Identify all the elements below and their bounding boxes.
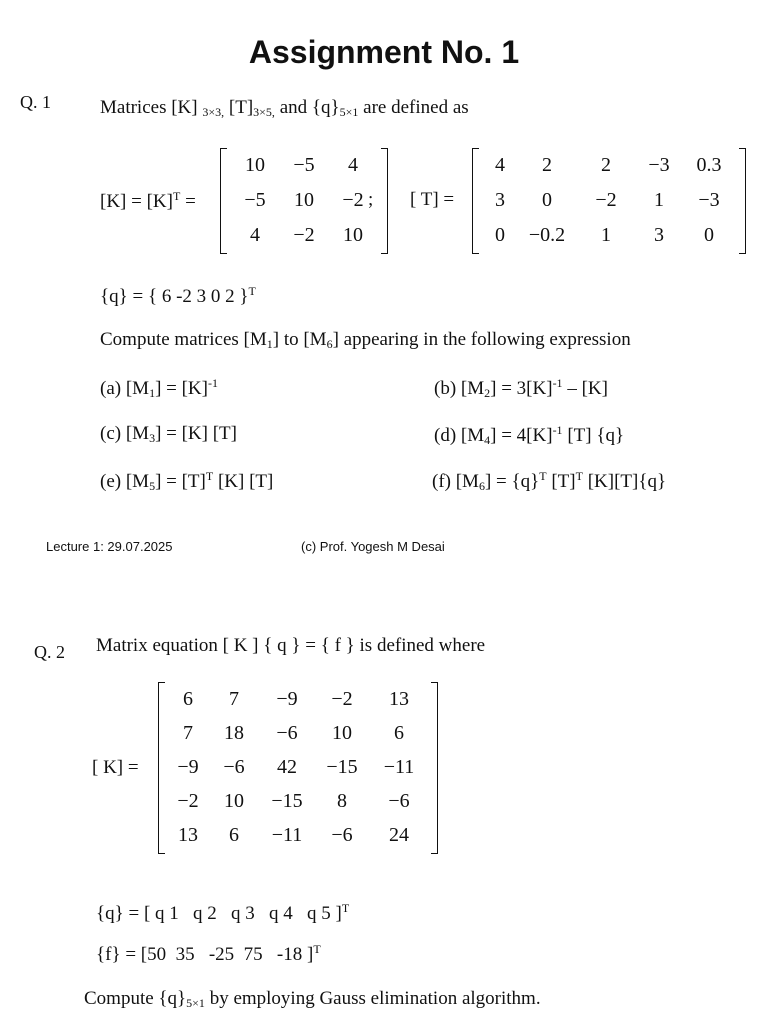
part-f-mid: ] = {q}	[484, 471, 540, 492]
part-b-post: – [K]	[567, 378, 608, 399]
q2-k-matrix-cell: 10	[224, 789, 244, 812]
q1-part-a	[100, 376, 218, 401]
part-f-sup1: T	[539, 469, 547, 483]
part-f-sup2: T	[575, 469, 583, 483]
k-matrix-grid	[227, 148, 381, 254]
q2-k-matrix-cell: 24	[389, 823, 409, 846]
k-matrix-cell: 10	[343, 224, 363, 246]
k-matrix-right-bracket	[381, 148, 388, 254]
k-matrix-cell: −2	[293, 224, 315, 246]
q2-k-matrix	[158, 682, 438, 854]
k-matrix-cell: 4	[250, 224, 260, 246]
q2-k-matrix-cell: −6	[331, 823, 353, 846]
part-b-pre: (b) [M	[434, 378, 485, 399]
part-c-post: ] = [K] [T]	[155, 423, 237, 444]
q1-compute-instruction	[100, 329, 631, 352]
q1-intro-and-q: and {q}	[279, 97, 340, 118]
q2-k-matrix-cell: −2	[177, 789, 199, 812]
q2-f-definition	[96, 942, 321, 966]
part-f-sub: 6	[478, 479, 485, 493]
part-e-mid: ] = [T]	[155, 471, 206, 492]
q2-q-def-text: {q} = [ q 1 q 2 q 3 q 4 q 5 ]	[96, 903, 342, 924]
q2-compute-post: by employing Gauss elimination algorithm.	[209, 988, 541, 1009]
part-b-mid: ] = 3[K]	[490, 378, 553, 399]
t-matrix-grid	[479, 148, 739, 254]
q1-compute-sub1: 1	[266, 337, 273, 351]
k-matrix-cell: 10	[245, 154, 265, 176]
part-a-sup: -1	[207, 376, 218, 390]
q1-compute-post: ] appearing in the following expression	[332, 329, 631, 350]
k-matrix	[220, 148, 388, 254]
q2-k-matrix-cell: 7	[183, 721, 193, 744]
k-matrix-cell: −5	[244, 189, 266, 211]
q2-k-matrix-cell: 10	[332, 721, 352, 744]
t-matrix-cell: 2	[542, 154, 552, 176]
q1-part-c	[100, 423, 237, 446]
part-d-post: [T] {q}	[567, 425, 625, 446]
t-matrix-left-bracket	[472, 148, 479, 254]
copyright-credit: (c) Prof. Yogesh M Desai	[301, 539, 445, 554]
part-a-pre: (a) [M	[100, 378, 150, 399]
q2-k-matrix-cell: 6	[229, 823, 239, 846]
q2-k-matrix-cell: 13	[389, 687, 409, 710]
q1-k-dim: 3×3,	[202, 105, 225, 119]
q2-q-definition	[96, 901, 349, 925]
t-matrix-cell: −0.2	[528, 224, 566, 246]
part-d-sup: -1	[552, 423, 563, 437]
q1-q-def-sup: T	[248, 284, 256, 298]
q2-k-matrix-cell: 7	[229, 687, 239, 710]
part-e-sub: 5	[149, 479, 156, 493]
t-matrix-cell: 0.3	[696, 154, 722, 176]
q1-q-definition	[100, 284, 256, 308]
q2-k-matrix-cell: 6	[394, 721, 404, 744]
q2-k-matrix-cell: 6	[183, 687, 193, 710]
q2-intro: Matrix equation [ K ] { q } = { f } is defined where	[96, 635, 486, 656]
q2-compute-sub: 5×1	[186, 996, 205, 1010]
q2-k-matrix-cell: −9	[276, 687, 298, 710]
q2-k-matrix-cell: −15	[326, 755, 358, 778]
q1-compute-pre: Compute matrices [M	[100, 329, 267, 350]
t-matrix-cell: 3	[495, 189, 505, 211]
part-f-mid2: [T]	[551, 471, 576, 492]
part-f-post: [K][T]{q}	[587, 471, 667, 492]
q2-k-matrix-right-bracket	[431, 682, 438, 854]
k-label-text: [K] = [K]	[100, 191, 173, 212]
q1-part-d	[434, 423, 624, 448]
q1-intro	[100, 97, 469, 120]
q2-k-matrix-cell: 13	[178, 823, 198, 846]
part-a-mid: ] = [K]	[155, 378, 208, 399]
part-d-pre: (d) [M	[434, 425, 485, 446]
k-label-eq: =	[185, 191, 196, 212]
q1-part-e	[100, 469, 273, 494]
t-matrix-cell: 3	[654, 224, 664, 246]
t-matrix-right-bracket	[739, 148, 746, 254]
q1-part-f	[432, 469, 666, 494]
k-matrix-cell: −2	[342, 189, 364, 211]
t-matrix-cell: 0	[542, 189, 552, 211]
q1-q-def-text: {q} = { 6 -2 3 0 2 }	[100, 286, 249, 307]
k-matrix-cell: 4	[348, 154, 358, 176]
q2-f-def-sup: T	[313, 942, 321, 956]
q2-k-matrix-cell: 42	[277, 755, 297, 778]
t-matrix-cell: 1	[601, 224, 611, 246]
k-matrix-label	[100, 189, 196, 213]
q1-compute-mid: ] to [M	[272, 329, 327, 350]
q2-k-matrix-cell: −6	[388, 789, 410, 812]
t-matrix-cell: 0	[495, 224, 505, 246]
t-matrix-cell: −2	[595, 189, 617, 211]
t-matrix-cell: 1	[654, 189, 664, 211]
q2-q-def-sup: T	[341, 901, 350, 915]
part-e-post: [K] [T]	[217, 471, 274, 492]
part-d-mid: ] = 4[K]	[490, 425, 553, 446]
t-matrix-cell: −3	[698, 189, 720, 211]
q2-k-matrix-cell: −6	[223, 755, 245, 778]
page-title: Assignment No. 1	[248, 34, 520, 70]
part-f-pre: (f) [M	[432, 471, 479, 492]
k-matrix-left-bracket	[220, 148, 227, 254]
t-matrix-cell: 2	[601, 154, 611, 176]
q2-k-matrix-cell: −9	[177, 755, 199, 778]
question-2-label: Q. 2	[34, 642, 65, 662]
q2-k-matrix-cell: −11	[383, 755, 415, 778]
q2-k-matrix-cell: −2	[331, 687, 353, 710]
q2-k-matrix-cell: 8	[337, 789, 347, 812]
k-matrix-cell: 10	[294, 189, 314, 211]
matrix-separator: ;	[368, 189, 374, 210]
t-matrix-label: [ T] =	[410, 189, 455, 210]
t-matrix-cell: 0	[704, 224, 714, 246]
part-a-sub: 1	[149, 386, 156, 400]
part-c-pre: (c) [M	[100, 423, 150, 444]
part-b-sub: 2	[484, 386, 491, 400]
part-d-sub: 4	[484, 433, 491, 447]
q2-f-def-text: {f} = [50 35 -25 75 -18 ]	[96, 944, 314, 965]
q1-compute-sub2: 6	[326, 337, 333, 351]
t-matrix-cell: 4	[495, 154, 505, 176]
q2-k-matrix-label: [ K] =	[92, 757, 139, 778]
q2-k-matrix-grid	[165, 682, 431, 854]
part-b-sup: -1	[552, 376, 563, 390]
q2-compute-pre: Compute {q}	[84, 988, 187, 1009]
q1-q-dim: 5×1	[339, 105, 359, 119]
q2-k-matrix-cell: 18	[224, 721, 244, 744]
q2-k-matrix-left-bracket	[158, 682, 165, 854]
part-c-sub: 3	[149, 431, 156, 445]
question-1-label: Q. 1	[20, 92, 51, 112]
q1-part-b	[434, 376, 608, 401]
part-e-sup: T	[205, 469, 214, 483]
q2-k-matrix-cell: −6	[276, 721, 298, 744]
part-e-pre: (e) [M	[100, 471, 150, 492]
k-label-sup: T	[172, 189, 181, 203]
q1-intro-t: [T]	[228, 97, 254, 118]
t-matrix	[472, 148, 746, 254]
q2-compute-instruction	[84, 988, 541, 1011]
t-matrix-cell: −3	[648, 154, 670, 176]
q1-intro-suffix: are defined as	[363, 97, 469, 118]
q2-k-matrix-cell: −15	[271, 789, 303, 812]
q1-intro-prefix: Matrices [K]	[100, 97, 198, 118]
q1-t-dim: 3×5,	[253, 105, 275, 119]
q2-k-matrix-cell: −11	[271, 823, 303, 846]
k-matrix-cell: −5	[293, 154, 315, 176]
lecture-date: Lecture 1: 29.07.2025	[46, 539, 173, 554]
